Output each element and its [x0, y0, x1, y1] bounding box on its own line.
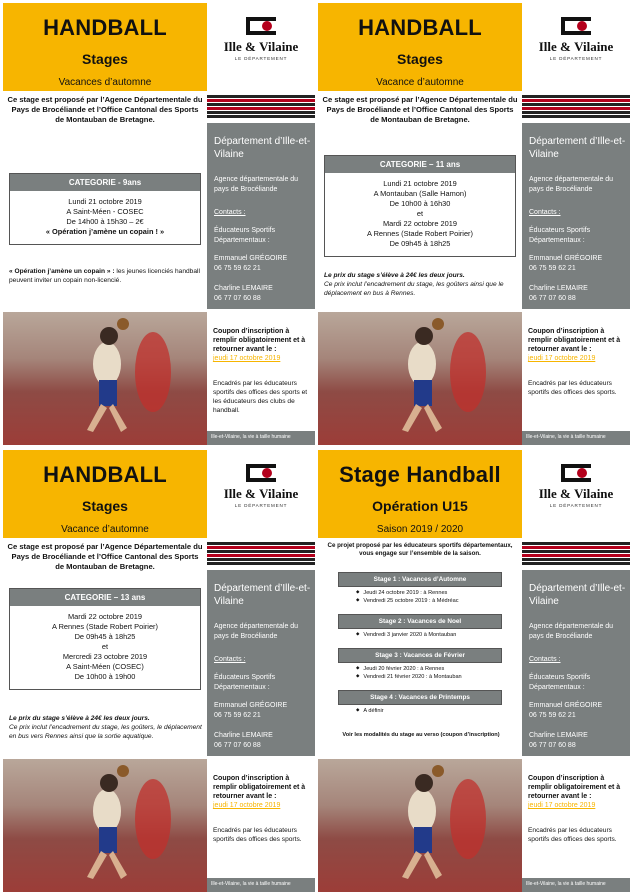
footer-slogan: Ille-et-Vilaine, la vie à taille humaine — [522, 431, 630, 445]
stage-dates — [338, 663, 502, 682]
intro-text: Ce stage est proposé par l’Agence Départementale du Pays de Brocéliande et l’Office Cantonal des Sports de Montauban de Bretagne. — [7, 542, 203, 571]
note-text — [9, 714, 203, 741]
detail-line: Mardi 22 octobre 2019 — [383, 219, 457, 228]
handball-photo — [318, 759, 522, 892]
logo-subtitle: LE DÉPARTEMENT — [549, 56, 603, 61]
verso-note: Voir les modalités du stage au verso (coupon d’inscription) — [342, 732, 500, 738]
flyer-subtitle: Opération U15 — [372, 498, 468, 514]
flyer-subtitle: Stages — [397, 51, 443, 67]
flyer-period: Vacance d’automne — [376, 77, 464, 88]
coupon-area — [522, 756, 630, 892]
agency-name: Agence départementale du pays de Brocéliande — [529, 623, 614, 640]
coupon-text: Coupon d’inscription à remplir obligatoirement et à retourner avant le : — [528, 775, 621, 800]
footer-slogan: Ille-et-Vilaine, la vie à taille humaine — [207, 431, 315, 445]
detail-line: et — [416, 209, 424, 218]
educators-label: Éducateurs Sportifs Départementaux : — [214, 674, 276, 691]
intro-text: Ce stage est proposé par l’Agence Départementale du Pays de Brocéliande et l’Office Cantonal des Sports de Montauban de Bretagne. — [322, 95, 518, 124]
stage-block — [338, 614, 502, 639]
flyer-u15 — [318, 450, 630, 892]
contact-column — [207, 570, 315, 756]
logo-name: Ille & Vilaine — [538, 39, 614, 54]
stage-dates — [338, 705, 502, 715]
note-body: Ce prix inclut l’encadrement du stage, les goûters ainsi que le déplacement en bus à Rennes. — [324, 281, 504, 297]
detail-line: A Rennes (Stade Robert Poirier) — [52, 622, 158, 631]
coupon-date: jeudi 17 octobre 2019 — [213, 355, 281, 362]
note-text — [324, 271, 518, 298]
decorative-stripes — [207, 95, 315, 121]
contacts-label: Contacts : — [214, 209, 246, 216]
department-logo — [207, 3, 315, 91]
educators-label: Éducateurs Sportifs Départementaux : — [214, 227, 276, 244]
detail-line: De 10h00 à 19h00 — [74, 672, 136, 681]
stage-dates — [338, 587, 502, 606]
contact-name: Charline LEMAIRE — [529, 732, 588, 739]
coupon-date: jeudi 17 octobre 2019 — [528, 355, 596, 362]
detail-line: De 10h00 à 16h30 — [389, 199, 451, 208]
category-box — [9, 588, 201, 690]
detail-line: et — [101, 642, 109, 651]
logo-subtitle: LE DÉPARTEMENT — [234, 56, 288, 61]
contact-2 — [214, 284, 311, 304]
dept-name: Département d’Ille-et-Vilaine — [214, 583, 311, 607]
handball-photo — [3, 759, 207, 892]
flyer-period: Vacance d’automne — [61, 524, 149, 535]
contact-1 — [529, 254, 626, 274]
coupon-area — [207, 309, 315, 445]
coupon-date: jeudi 17 octobre 2019 — [213, 802, 281, 809]
flyer-title: HANDBALL — [43, 15, 167, 40]
decorative-stripes — [207, 542, 315, 568]
contact-phone: 06 77 07 60 88 — [214, 742, 261, 749]
coupon-date: jeudi 17 octobre 2019 — [528, 802, 596, 809]
flyer-period: Vacances d’automne — [58, 77, 152, 88]
flyer-11ans — [318, 3, 630, 445]
logo-name: Ille & Vilaine — [223, 39, 299, 54]
contact-name: Charline LEMAIRE — [214, 285, 273, 292]
contact-phone: 06 77 07 60 88 — [214, 295, 261, 302]
contact-1 — [214, 254, 311, 274]
stage-date: ◆ Vendredi 3 janvier 2020 à Montauban — [356, 631, 502, 639]
department-logo — [522, 450, 630, 538]
stage-title: Stage 2 : Vacances de Noel — [338, 614, 502, 629]
contact-2 — [214, 731, 311, 751]
flyer-13ans — [3, 450, 315, 892]
agency-name: Agence départementale du pays de Brocéliande — [214, 623, 299, 640]
logo-emblem-icon — [559, 15, 593, 37]
supervision-text: Encadrés par les éducateurs sportifs des offices des sports et les éducateurs des clubs de handball. — [213, 380, 308, 414]
dept-name: Département d’Ille-et-Vilaine — [529, 583, 626, 607]
contact-name: Emmanuel GRÉGOIRE — [529, 255, 603, 262]
stage-block — [338, 690, 502, 715]
category-title: CATEGORIE - 9ans — [10, 174, 200, 191]
handball-photo — [3, 312, 207, 445]
department-logo — [522, 3, 630, 91]
detail-line: A Saint-Méen (COSEC) — [66, 662, 144, 671]
detail-line: De 14h00 à 15h30 – 2€ — [66, 217, 144, 226]
coupon-area — [207, 756, 315, 892]
stage-title: Stage 3 : Vacances de Février — [338, 648, 502, 663]
player-illustration — [318, 312, 522, 445]
contacts-label: Contacts : — [214, 656, 246, 663]
stage-block — [338, 648, 502, 682]
coupon-text: Coupon d’inscription à remplir obligatoirement et à retourner avant le : — [213, 328, 306, 353]
agency-name: Agence départementale du pays de Brocéliande — [214, 176, 299, 193]
coupon-area — [522, 309, 630, 445]
stage-date: ◆ Jeudi 20 février 2020 : à Rennes — [356, 665, 502, 673]
contact-name: Charline LEMAIRE — [529, 285, 588, 292]
stage-title: Stage 1 : Vacances d’Automne — [338, 572, 502, 587]
header-banner — [3, 3, 207, 91]
category-title: CATEGORIE – 13 ans — [10, 589, 200, 606]
contact-column — [522, 123, 630, 309]
coupon-text: Coupon d’inscription à remplir obligatoirement et à retourner avant le : — [213, 775, 306, 800]
player-illustration — [3, 312, 207, 445]
category-details — [325, 173, 515, 256]
supervision-text: Encadrés par les éducateurs sportifs des offices des sports. — [528, 827, 617, 843]
header-banner — [3, 450, 207, 538]
stage-title: Stage 4 : Vacances de Printemps — [338, 690, 502, 705]
stage-block — [338, 572, 502, 606]
department-logo — [207, 450, 315, 538]
agency-name: Agence départementale du pays de Brocéliande — [529, 176, 614, 193]
note-bold: Le prix du stage s’élève à 24€ les deux jours. — [9, 715, 150, 722]
note-bold: « Opération j’amène un copain » : — [9, 268, 115, 275]
supervision-text: Encadrés par les éducateurs sportifs des offices des sports. — [528, 380, 617, 396]
contact-phone: 06 77 07 60 88 — [529, 295, 576, 302]
educators-label: Éducateurs Sportifs Départementaux : — [529, 227, 591, 244]
flyer-subtitle: Stages — [82, 51, 128, 67]
flyer-9ans — [3, 3, 315, 445]
logo-emblem-icon — [559, 462, 593, 484]
header-banner — [318, 450, 522, 538]
detail-line: Lundi 21 octobre 2019 — [68, 197, 142, 206]
logo-emblem-icon — [244, 462, 278, 484]
contacts-label: Contacts : — [529, 209, 561, 216]
logo-subtitle: LE DÉPARTEMENT — [234, 503, 288, 508]
footer-slogan: Ille-et-Vilaine, la vie à taille humaine — [207, 878, 315, 892]
contact-name: Emmanuel GRÉGOIRE — [214, 255, 288, 262]
contact-name: Charline LEMAIRE — [214, 732, 273, 739]
footer-slogan: Ille-et-Vilaine, la vie à taille humaine — [522, 878, 630, 892]
flyer-period: Saison 2019 / 2020 — [376, 524, 464, 535]
supervision-text: Encadrés par les éducateurs sportifs des offices des sports. — [213, 827, 302, 843]
contact-phone: 06 75 59 62 21 — [214, 265, 261, 272]
stage-date: ◆ Vendredi 21 février 2020 : à Montauban — [356, 673, 502, 681]
contact-1 — [214, 701, 311, 721]
flyer-title: HANDBALL — [43, 462, 167, 487]
handball-photo — [318, 312, 522, 445]
dept-name: Département d’Ille-et-Vilaine — [214, 136, 311, 160]
stage-dates — [338, 629, 502, 639]
intro-text: Ce stage est proposé par l’Agence Départementale du Pays de Brocéliande et l’Office Cantonal des Sports de Montauban de Bretagne. — [7, 95, 203, 124]
detail-line: Mardi 22 octobre 2019 — [68, 612, 142, 621]
contact-phone: 06 75 59 62 21 — [214, 712, 261, 719]
decorative-stripes — [522, 95, 630, 121]
contact-2 — [529, 731, 626, 751]
category-details — [10, 191, 200, 244]
detail-line: Mercredi 23 octobre 2019 — [62, 652, 148, 661]
educators-label: Éducateurs Sportifs Départementaux : — [529, 674, 591, 691]
category-title: CATEGORIE – 11 ans — [325, 156, 515, 173]
decorative-stripes — [522, 542, 630, 568]
detail-line: A Rennes (Stade Robert Poirier) — [367, 229, 473, 238]
player-illustration — [318, 759, 522, 892]
detail-highlight: « Opération j’amène un copain ! » — [45, 227, 165, 236]
flyer-title: Stage Handball — [339, 462, 501, 487]
contact-column — [207, 123, 315, 309]
detail-line: Lundi 21 octobre 2019 — [383, 179, 457, 188]
detail-line: De 09h45 à 18h25 — [74, 632, 136, 641]
logo-subtitle: LE DÉPARTEMENT — [549, 503, 603, 508]
player-illustration — [3, 759, 207, 892]
detail-line: A Montauban (Salle Hamon) — [373, 189, 467, 198]
note-body: Ce prix inclut l’encadrement du stage, les goûters, le déplacement en bus vers Rennes ainsi que la sortie aquatique. — [9, 724, 202, 740]
category-box — [324, 155, 516, 257]
contact-phone: 06 77 07 60 88 — [529, 742, 576, 749]
note-bold: Le prix du stage s’élève à 24€ les deux jours. — [324, 272, 465, 279]
detail-line: A Saint-Méen - COSEC — [66, 207, 144, 216]
logo-emblem-icon — [244, 15, 278, 37]
detail-line: De 09h45 à 18h25 — [389, 239, 451, 248]
contact-name: Emmanuel GRÉGOIRE — [214, 702, 288, 709]
coupon-text: Coupon d’inscription à remplir obligatoirement et à retourner avant le : — [528, 328, 621, 353]
flyer-title: HANDBALL — [358, 15, 482, 40]
category-box — [9, 173, 201, 245]
contact-2 — [529, 284, 626, 304]
logo-name: Ille & Vilaine — [223, 486, 299, 501]
note-text — [9, 267, 203, 285]
stage-date: ◆ Vendredi 25 octobre 2019 : à Médréac — [356, 597, 502, 605]
contact-name: Emmanuel GRÉGOIRE — [529, 702, 603, 709]
stage-date: ◆ A définir — [356, 707, 502, 715]
contact-1 — [529, 701, 626, 721]
dept-name: Département d’Ille-et-Vilaine — [529, 136, 626, 160]
header-banner — [318, 3, 522, 91]
note-body: les jeunes licenciés handball peuvent inviter un copain non-licencié. — [9, 268, 200, 284]
intro-text: Ce projet proposé par les éducateurs sportifs départementaux, vous engage sur l’ensemble de la saison. — [327, 542, 513, 557]
contact-column — [522, 570, 630, 756]
category-details — [10, 606, 200, 689]
contacts-label: Contacts : — [529, 656, 561, 663]
logo-name: Ille & Vilaine — [538, 486, 614, 501]
flyer-subtitle: Stages — [82, 498, 128, 514]
contact-phone: 06 75 59 62 21 — [529, 712, 576, 719]
stage-date: ◆ Jeudi 24 octobre 2019 : à Rennes — [356, 589, 502, 597]
contact-phone: 06 75 59 62 21 — [529, 265, 576, 272]
